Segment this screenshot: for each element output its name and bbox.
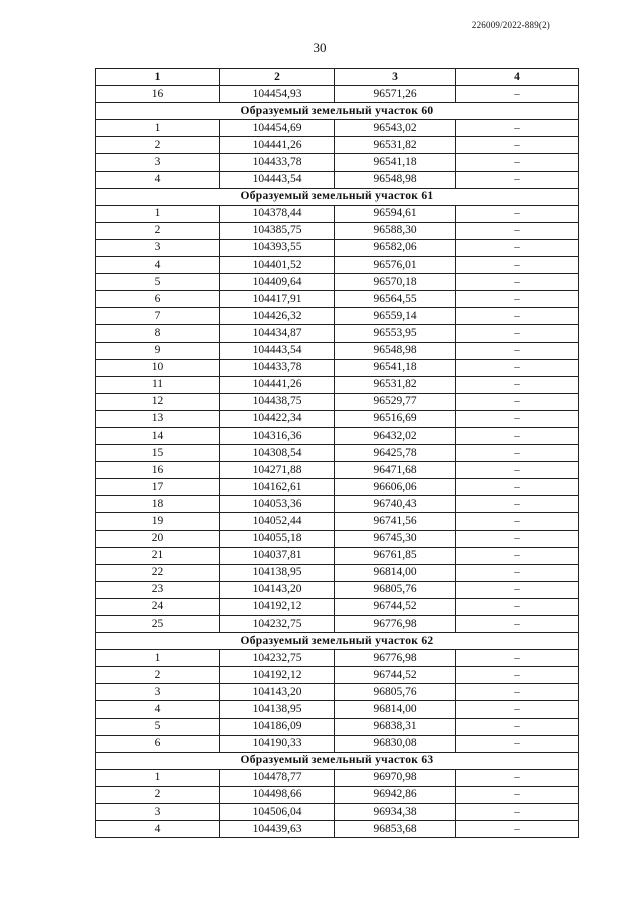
point-number-cell: 21 [96, 547, 220, 564]
point-number-cell: 3 [96, 154, 220, 171]
x-coordinate-cell: 104190,33 [220, 735, 335, 752]
x-coordinate-cell: 104433,78 [220, 359, 335, 376]
note-cell: – [456, 342, 579, 359]
table-row [96, 427, 579, 444]
note-cell: – [456, 616, 579, 633]
note-cell: – [456, 239, 579, 256]
point-number-cell: 8 [96, 325, 220, 342]
table-header-row [96, 69, 579, 86]
table-row [96, 257, 579, 274]
note-cell: – [456, 376, 579, 393]
y-coordinate-cell: 96543,02 [335, 120, 456, 137]
y-coordinate-cell: 96744,52 [335, 667, 456, 684]
note-cell: – [456, 684, 579, 701]
table-body [96, 86, 579, 838]
note-cell: – [456, 427, 579, 444]
table-row [96, 701, 579, 718]
table-row [96, 769, 579, 786]
x-coordinate-cell: 104443,54 [220, 171, 335, 188]
table-row [96, 684, 579, 701]
y-coordinate-cell: 96942,86 [335, 786, 456, 803]
table-row [96, 445, 579, 462]
coordinates-table [95, 68, 579, 838]
point-number-cell: 4 [96, 701, 220, 718]
y-coordinate-cell: 96570,18 [335, 274, 456, 291]
x-coordinate-cell: 104055,18 [220, 530, 335, 547]
table-row [96, 274, 579, 291]
x-coordinate-cell: 104192,12 [220, 598, 335, 615]
page-number: 30 [313, 40, 327, 55]
point-number-cell: 5 [96, 718, 220, 735]
point-number-cell: 16 [96, 86, 220, 103]
note-cell: – [456, 308, 579, 325]
note-cell: – [456, 650, 579, 667]
x-coordinate-cell: 104308,54 [220, 445, 335, 462]
point-number-cell: 1 [96, 120, 220, 137]
note-cell: – [456, 718, 579, 735]
point-number-cell: 3 [96, 804, 220, 821]
point-number-cell: 12 [96, 393, 220, 410]
x-coordinate-cell: 104143,20 [220, 684, 335, 701]
table-row [96, 804, 579, 821]
document-reference: 226009/2022-889(2) [471, 20, 550, 30]
column-header: 3 [335, 69, 456, 86]
y-coordinate-cell: 96741,56 [335, 513, 456, 530]
point-number-cell: 15 [96, 445, 220, 462]
point-number-cell: 17 [96, 479, 220, 496]
section-header-row [96, 103, 579, 120]
point-number-cell: 1 [96, 650, 220, 667]
x-coordinate-cell: 104441,26 [220, 137, 335, 154]
x-coordinate-cell: 104052,44 [220, 513, 335, 530]
y-coordinate-cell: 96541,18 [335, 154, 456, 171]
note-cell: – [456, 86, 579, 103]
section-title: Образуемый земельный участок 63 [96, 752, 579, 769]
x-coordinate-cell: 104443,54 [220, 342, 335, 359]
x-coordinate-cell: 104385,75 [220, 222, 335, 239]
section-title: Образуемый земельный участок 61 [96, 188, 579, 205]
y-coordinate-cell: 96529,77 [335, 393, 456, 410]
note-cell: – [456, 462, 579, 479]
y-coordinate-cell: 96582,06 [335, 239, 456, 256]
note-cell: – [456, 410, 579, 427]
x-coordinate-cell: 104186,09 [220, 718, 335, 735]
y-coordinate-cell: 96814,00 [335, 564, 456, 581]
section-title: Образуемый земельный участок 62 [96, 633, 579, 650]
table-row [96, 616, 579, 633]
section-header-row [96, 188, 579, 205]
note-cell: – [456, 547, 579, 564]
table-row [96, 291, 579, 308]
y-coordinate-cell: 96740,43 [335, 496, 456, 513]
y-coordinate-cell: 96541,18 [335, 359, 456, 376]
y-coordinate-cell: 96559,14 [335, 308, 456, 325]
point-number-cell: 3 [96, 239, 220, 256]
y-coordinate-cell: 96471,68 [335, 462, 456, 479]
y-coordinate-cell: 96805,76 [335, 684, 456, 701]
table-row [96, 462, 579, 479]
table-row [96, 325, 579, 342]
x-coordinate-cell: 104498,66 [220, 786, 335, 803]
note-cell: – [456, 496, 579, 513]
x-coordinate-cell: 104037,81 [220, 547, 335, 564]
section-header-row [96, 633, 579, 650]
x-coordinate-cell: 104378,44 [220, 205, 335, 222]
point-number-cell: 23 [96, 581, 220, 598]
point-number-cell: 2 [96, 222, 220, 239]
y-coordinate-cell: 96564,55 [335, 291, 456, 308]
note-cell: – [456, 325, 579, 342]
x-coordinate-cell: 104439,63 [220, 821, 335, 838]
note-cell: – [456, 120, 579, 137]
note-cell: – [456, 257, 579, 274]
table-row [96, 786, 579, 803]
table-row [96, 547, 579, 564]
y-coordinate-cell: 96838,31 [335, 718, 456, 735]
note-cell: – [456, 393, 579, 410]
y-coordinate-cell: 96970,98 [335, 769, 456, 786]
point-number-cell: 4 [96, 171, 220, 188]
column-header: 4 [456, 69, 579, 86]
note-cell: – [456, 804, 579, 821]
x-coordinate-cell: 104417,91 [220, 291, 335, 308]
point-number-cell: 10 [96, 359, 220, 376]
table-row [96, 513, 579, 530]
point-number-cell: 22 [96, 564, 220, 581]
point-number-cell: 6 [96, 735, 220, 752]
y-coordinate-cell: 96745,30 [335, 530, 456, 547]
y-coordinate-cell: 96531,82 [335, 137, 456, 154]
x-coordinate-cell: 104053,36 [220, 496, 335, 513]
x-coordinate-cell: 104454,69 [220, 120, 335, 137]
note-cell: – [456, 479, 579, 496]
x-coordinate-cell: 104316,36 [220, 427, 335, 444]
y-coordinate-cell: 96805,76 [335, 581, 456, 598]
y-coordinate-cell: 96934,38 [335, 804, 456, 821]
point-number-cell: 7 [96, 308, 220, 325]
table-row [96, 718, 579, 735]
note-cell: – [456, 821, 579, 838]
y-coordinate-cell: 96761,85 [335, 547, 456, 564]
table-row [96, 821, 579, 838]
note-cell: – [456, 598, 579, 615]
y-coordinate-cell: 96776,98 [335, 650, 456, 667]
point-number-cell: 4 [96, 257, 220, 274]
y-coordinate-cell: 96548,98 [335, 342, 456, 359]
note-cell: – [456, 769, 579, 786]
point-number-cell: 1 [96, 769, 220, 786]
x-coordinate-cell: 104393,55 [220, 239, 335, 256]
point-number-cell: 20 [96, 530, 220, 547]
note-cell: – [456, 205, 579, 222]
point-number-cell: 6 [96, 291, 220, 308]
x-coordinate-cell: 104454,93 [220, 86, 335, 103]
note-cell: – [456, 154, 579, 171]
point-number-cell: 9 [96, 342, 220, 359]
x-coordinate-cell: 104138,95 [220, 564, 335, 581]
x-coordinate-cell: 104441,26 [220, 376, 335, 393]
table-row [96, 598, 579, 615]
table-row [96, 205, 579, 222]
x-coordinate-cell: 104271,88 [220, 462, 335, 479]
x-coordinate-cell: 104434,87 [220, 325, 335, 342]
x-coordinate-cell: 104426,32 [220, 308, 335, 325]
point-number-cell: 2 [96, 786, 220, 803]
point-number-cell: 3 [96, 684, 220, 701]
note-cell: – [456, 137, 579, 154]
note-cell: – [456, 581, 579, 598]
table-row [96, 86, 579, 103]
y-coordinate-cell: 96588,30 [335, 222, 456, 239]
point-number-cell: 24 [96, 598, 220, 615]
x-coordinate-cell: 104192,12 [220, 667, 335, 684]
table-row [96, 581, 579, 598]
x-coordinate-cell: 104138,95 [220, 701, 335, 718]
section-header-row [96, 752, 579, 769]
note-cell: – [456, 171, 579, 188]
point-number-cell: 2 [96, 137, 220, 154]
y-coordinate-cell: 96548,98 [335, 171, 456, 188]
note-cell: – [456, 274, 579, 291]
x-coordinate-cell: 104478,77 [220, 769, 335, 786]
table-row [96, 650, 579, 667]
point-number-cell: 25 [96, 616, 220, 633]
table-row [96, 496, 579, 513]
table-row [96, 667, 579, 684]
point-number-cell: 18 [96, 496, 220, 513]
note-cell: – [456, 359, 579, 376]
y-coordinate-cell: 96606,06 [335, 479, 456, 496]
table-row [96, 479, 579, 496]
table-row [96, 359, 579, 376]
x-coordinate-cell: 104162,61 [220, 479, 335, 496]
note-cell: – [456, 667, 579, 684]
y-coordinate-cell: 96830,08 [335, 735, 456, 752]
point-number-cell: 14 [96, 427, 220, 444]
x-coordinate-cell: 104143,20 [220, 581, 335, 598]
point-number-cell: 13 [96, 410, 220, 427]
y-coordinate-cell: 96553,95 [335, 325, 456, 342]
x-coordinate-cell: 104422,34 [220, 410, 335, 427]
point-number-cell: 1 [96, 205, 220, 222]
table-row [96, 120, 579, 137]
y-coordinate-cell: 96531,82 [335, 376, 456, 393]
note-cell: – [456, 701, 579, 718]
x-coordinate-cell: 104401,52 [220, 257, 335, 274]
note-cell: – [456, 530, 579, 547]
y-coordinate-cell: 96776,98 [335, 616, 456, 633]
table-row [96, 735, 579, 752]
table-row [96, 154, 579, 171]
table-row [96, 222, 579, 239]
y-coordinate-cell: 96576,01 [335, 257, 456, 274]
table-row [96, 393, 579, 410]
y-coordinate-cell: 96432,02 [335, 427, 456, 444]
point-number-cell: 5 [96, 274, 220, 291]
x-coordinate-cell: 104232,75 [220, 650, 335, 667]
table-row [96, 564, 579, 581]
note-cell: – [456, 786, 579, 803]
point-number-cell: 4 [96, 821, 220, 838]
table-row [96, 308, 579, 325]
y-coordinate-cell: 96516,69 [335, 410, 456, 427]
table-row [96, 171, 579, 188]
column-header: 1 [96, 69, 220, 86]
note-cell: – [456, 564, 579, 581]
table-row [96, 239, 579, 256]
y-coordinate-cell: 96744,52 [335, 598, 456, 615]
y-coordinate-cell: 96425,78 [335, 445, 456, 462]
point-number-cell: 19 [96, 513, 220, 530]
point-number-cell: 2 [96, 667, 220, 684]
note-cell: – [456, 445, 579, 462]
table-row [96, 137, 579, 154]
y-coordinate-cell: 96814,00 [335, 701, 456, 718]
y-coordinate-cell: 96594,61 [335, 205, 456, 222]
note-cell: – [456, 291, 579, 308]
point-number-cell: 11 [96, 376, 220, 393]
column-header: 2 [220, 69, 335, 86]
point-number-cell: 16 [96, 462, 220, 479]
note-cell: – [456, 222, 579, 239]
note-cell: – [456, 513, 579, 530]
table-row [96, 376, 579, 393]
y-coordinate-cell: 96571,26 [335, 86, 456, 103]
table-row [96, 530, 579, 547]
x-coordinate-cell: 104433,78 [220, 154, 335, 171]
note-cell: – [456, 735, 579, 752]
x-coordinate-cell: 104409,64 [220, 274, 335, 291]
table-row [96, 342, 579, 359]
y-coordinate-cell: 96853,68 [335, 821, 456, 838]
section-title: Образуемый земельный участок 60 [96, 103, 579, 120]
x-coordinate-cell: 104232,75 [220, 616, 335, 633]
x-coordinate-cell: 104438,75 [220, 393, 335, 410]
x-coordinate-cell: 104506,04 [220, 804, 335, 821]
table-row [96, 410, 579, 427]
